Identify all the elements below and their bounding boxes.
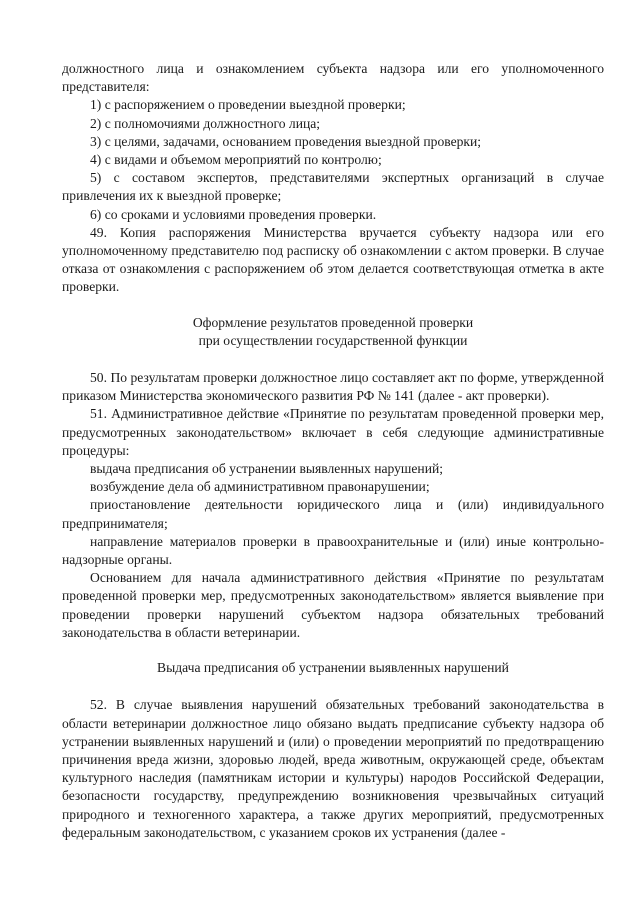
document-body (62, 60, 604, 842)
paragraph-50: 50. По результатам проверки должностное лицо составляет акт по форме, утвержденной приказом Министерства экономического развития РФ № 141 (далее - акт проверки). (62, 370, 604, 404)
list-item-authority: 2) с полномочиями должностного лица; (90, 115, 321, 131)
list-item-experts: 5) с составом экспертов, представителями экспертных организаций в случае привлечения их к выездной проверке; (62, 170, 604, 204)
spacer (62, 677, 604, 696)
spacer (62, 642, 604, 659)
paragraph-51: 51. Административное действие «Принятие по результатам проведенной проверки мер, предусмотренных законодательством» включает в себя следующие административные процедуры: (62, 406, 604, 458)
section-heading-results-line2: при осуществлении государственной функции (198, 332, 468, 348)
list-item-admin-case: возбуждение дела об административном правонарушении; (90, 479, 430, 495)
section-heading-order: Выдача предписания об устранении выявленных нарушений (157, 660, 509, 676)
list-item-order: 1) с распоряжением о проведении выездной проверки; (90, 97, 406, 113)
list-item-types: 4) с видами и объемом мероприятий по контролю; (90, 152, 382, 168)
spacer (62, 297, 604, 314)
list-item-terms: 6) со сроками и условиями проведения проверки. (90, 206, 377, 222)
paragraph-intro: должностного лица и ознакомлением субъекта надзора или его уполномоченного представителя: (62, 61, 604, 95)
paragraph-49: 49. Копия распоряжения Министерства вручается субъекту надзора или его уполномоченному представителю под расписку об ознакомлении с актом проверки. В случае отказа от ознакомления с распоряжением об этом делается соответствующая отметка в акте проверки. (62, 224, 604, 295)
paragraph-52: 52. В случае выявления нарушений обязательных требований законодательства в области ветеринарии должностное лицо обязано выдать предписание субъекту надзора об устранении выявленных нарушений и (или) о проведении мероприятий по предотвращению причинения вреда жизни, здоровью людей, вреда животным, окружающей среде, объектам культурного наследия (памятникам истории и культуры) народов Российской Федерации, безопасности государству, предупреждению возникновения чрезвычайных ситуаций природного и техногенного характера, а также других мероприятий, предусмотренных федеральным законодательством, с указанием сроков их устранения (далее - (62, 697, 604, 840)
section-heading-results-line1: Оформление результатов проведенной проверки (192, 314, 474, 330)
paragraph-basis: Основанием для начала административного действия «Принятие по результатам проведенной проверки мер, предусмотренных законодательством» является выявление при проведении проверки нарушений субъектом надзора обязательных требований законодательства в области ветеринарии. (62, 570, 604, 640)
list-item-order-issuance: выдача предписания об устранении выявленных нарушений; (90, 461, 444, 477)
list-item-suspension: приостановление деятельности юридического лица и (или) индивидуального предпринимателя; (62, 497, 604, 531)
spacer (62, 350, 604, 369)
list-item-goals: 3) с целями, задачами, основанием проведения выездной проверки; (90, 133, 482, 149)
list-item-referral: направление материалов проверки в правоохранительные и (или) иные контрольно-надзорные органы. (62, 533, 604, 568)
